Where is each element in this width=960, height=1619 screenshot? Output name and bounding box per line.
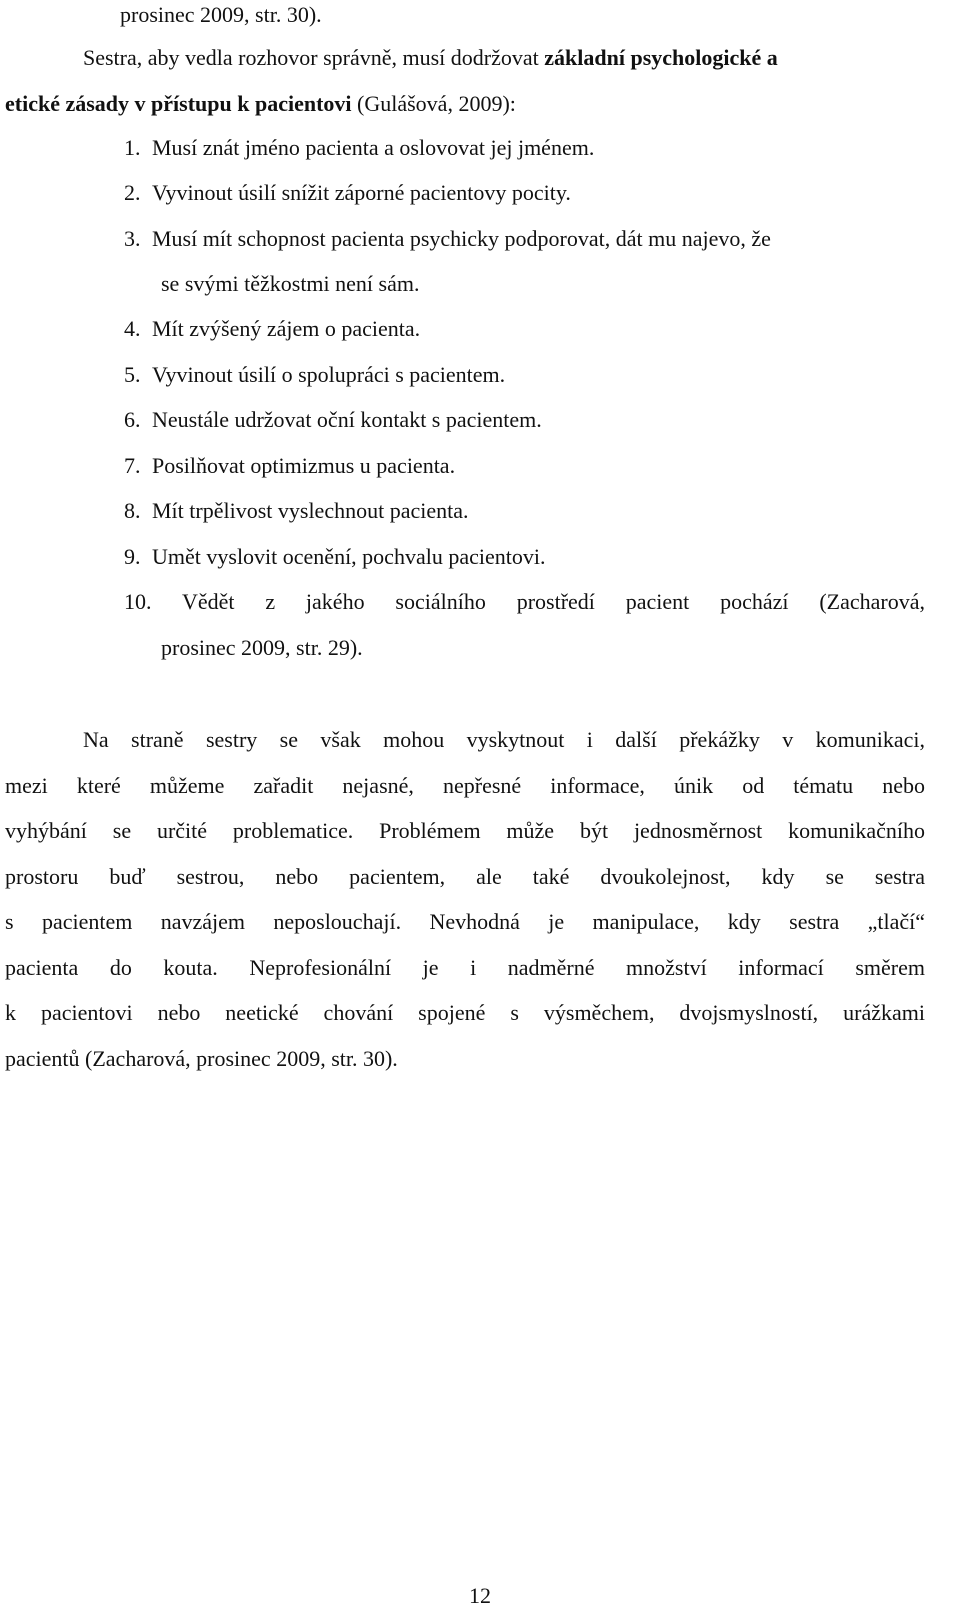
list-item [124,137,594,159]
list-number: 3. [124,226,141,251]
list-text: se svými těžkostmi není sám. [161,271,420,296]
list-number: 2. [124,180,141,205]
list-number: 8. [124,498,141,523]
intro-tail-text: prosinec 2009, str. 30). [120,2,322,27]
list-item-continuation [161,637,363,659]
list-number: 5. [124,362,141,387]
list-text: Musí mít schopnost pacienta psychicky podporovat, dát mu najevo, že [152,226,771,251]
paragraph-text: prostoru buď sestrou, nebo pacientem, ale také dvoukolejnost, kdy se sestra [5,864,925,889]
paragraph-text: mezi které můžeme zařadit nejasné, nepřesné informace, únik od tématu nebo [5,773,925,798]
list-text: Posilňovat optimizmus u pacienta. [152,453,456,478]
list-item [124,591,925,613]
list-text: Vyvinout úsilí o spolupráci s pacientem. [152,362,506,387]
list-item-continuation [161,273,419,295]
paragraph-text: vyhýbání se určité problematice. Problémem může být jednosměrnost komunikačního [5,818,925,843]
list-item [124,364,505,386]
paragraph-text: pacienta do kouta. Neprofesionální je i nadměrné množství informací směrem [5,955,925,980]
lead-line-2-bold: etické zásady v přístupu k pacientovi [5,91,352,116]
list-text: Neustále udržovat oční kontakt s pacientem. [152,407,542,432]
paragraph-text: pacientů (Zacharová, prosinec 2009, str. 30). [5,1046,398,1071]
list-item [124,546,545,568]
list-text: Vyvinout úsilí snížit záporné pacientovy pocity. [152,180,571,205]
lead-line-2 [5,93,516,115]
list-text: Musí znát jméno pacienta a oslovovat jej jménem. [152,135,595,160]
list-item [124,409,542,431]
lead-line-1-bold: základní psychologické a [544,45,778,70]
list-number: 1. [124,135,141,160]
lead-line-1-text: Sestra, aby vedla rozhovor správně, musí dodržovat [83,45,545,70]
paragraph-line [5,820,925,842]
list-number: 10. [124,589,152,614]
list-text: Vědět z jakého sociálního prostředí pacient pochází (Zacharová, [181,589,925,614]
paragraph-line [5,866,925,888]
page-number: 12 [469,1583,491,1608]
list-text: Mít zvýšený zájem o pacienta. [152,316,421,341]
paragraph-text: Na straně sestry se však mohou vyskytnout i další překážky v komunikaci, [83,727,925,752]
paragraph-line [5,957,925,979]
lead-line-2-text: (Gulášová, 2009): [351,91,516,116]
list-number: 9. [124,544,141,569]
list-item [124,455,455,477]
lead-line-1 [83,47,778,69]
paragraph-line [83,729,925,751]
intro-tail-line [120,4,322,26]
list-item [124,228,771,250]
paragraph-line [5,911,925,933]
list-number: 4. [124,316,141,341]
list-number: 6. [124,407,141,432]
list-text: Umět vyslovit ocenění, pochvalu pacientovi. [152,544,546,569]
list-item [124,318,420,340]
paragraph-line [5,1002,925,1024]
list-text: prosinec 2009, str. 29). [161,635,363,660]
list-item [124,182,571,204]
paragraph-text: k pacientovi nebo neetické chování spojené s výsměchem, dvojsmyslností, urážkami [5,1000,925,1025]
paragraph-line [5,775,925,797]
list-text: Mít trpělivost vyslechnout pacienta. [152,498,469,523]
paragraph-line [5,1048,398,1070]
list-number: 7. [124,453,141,478]
paragraph-text: s pacientem navzájem neposlouchají. Nevhodná je manipulace, kdy sestra „tlačí“ [5,909,925,934]
list-item [124,500,469,522]
